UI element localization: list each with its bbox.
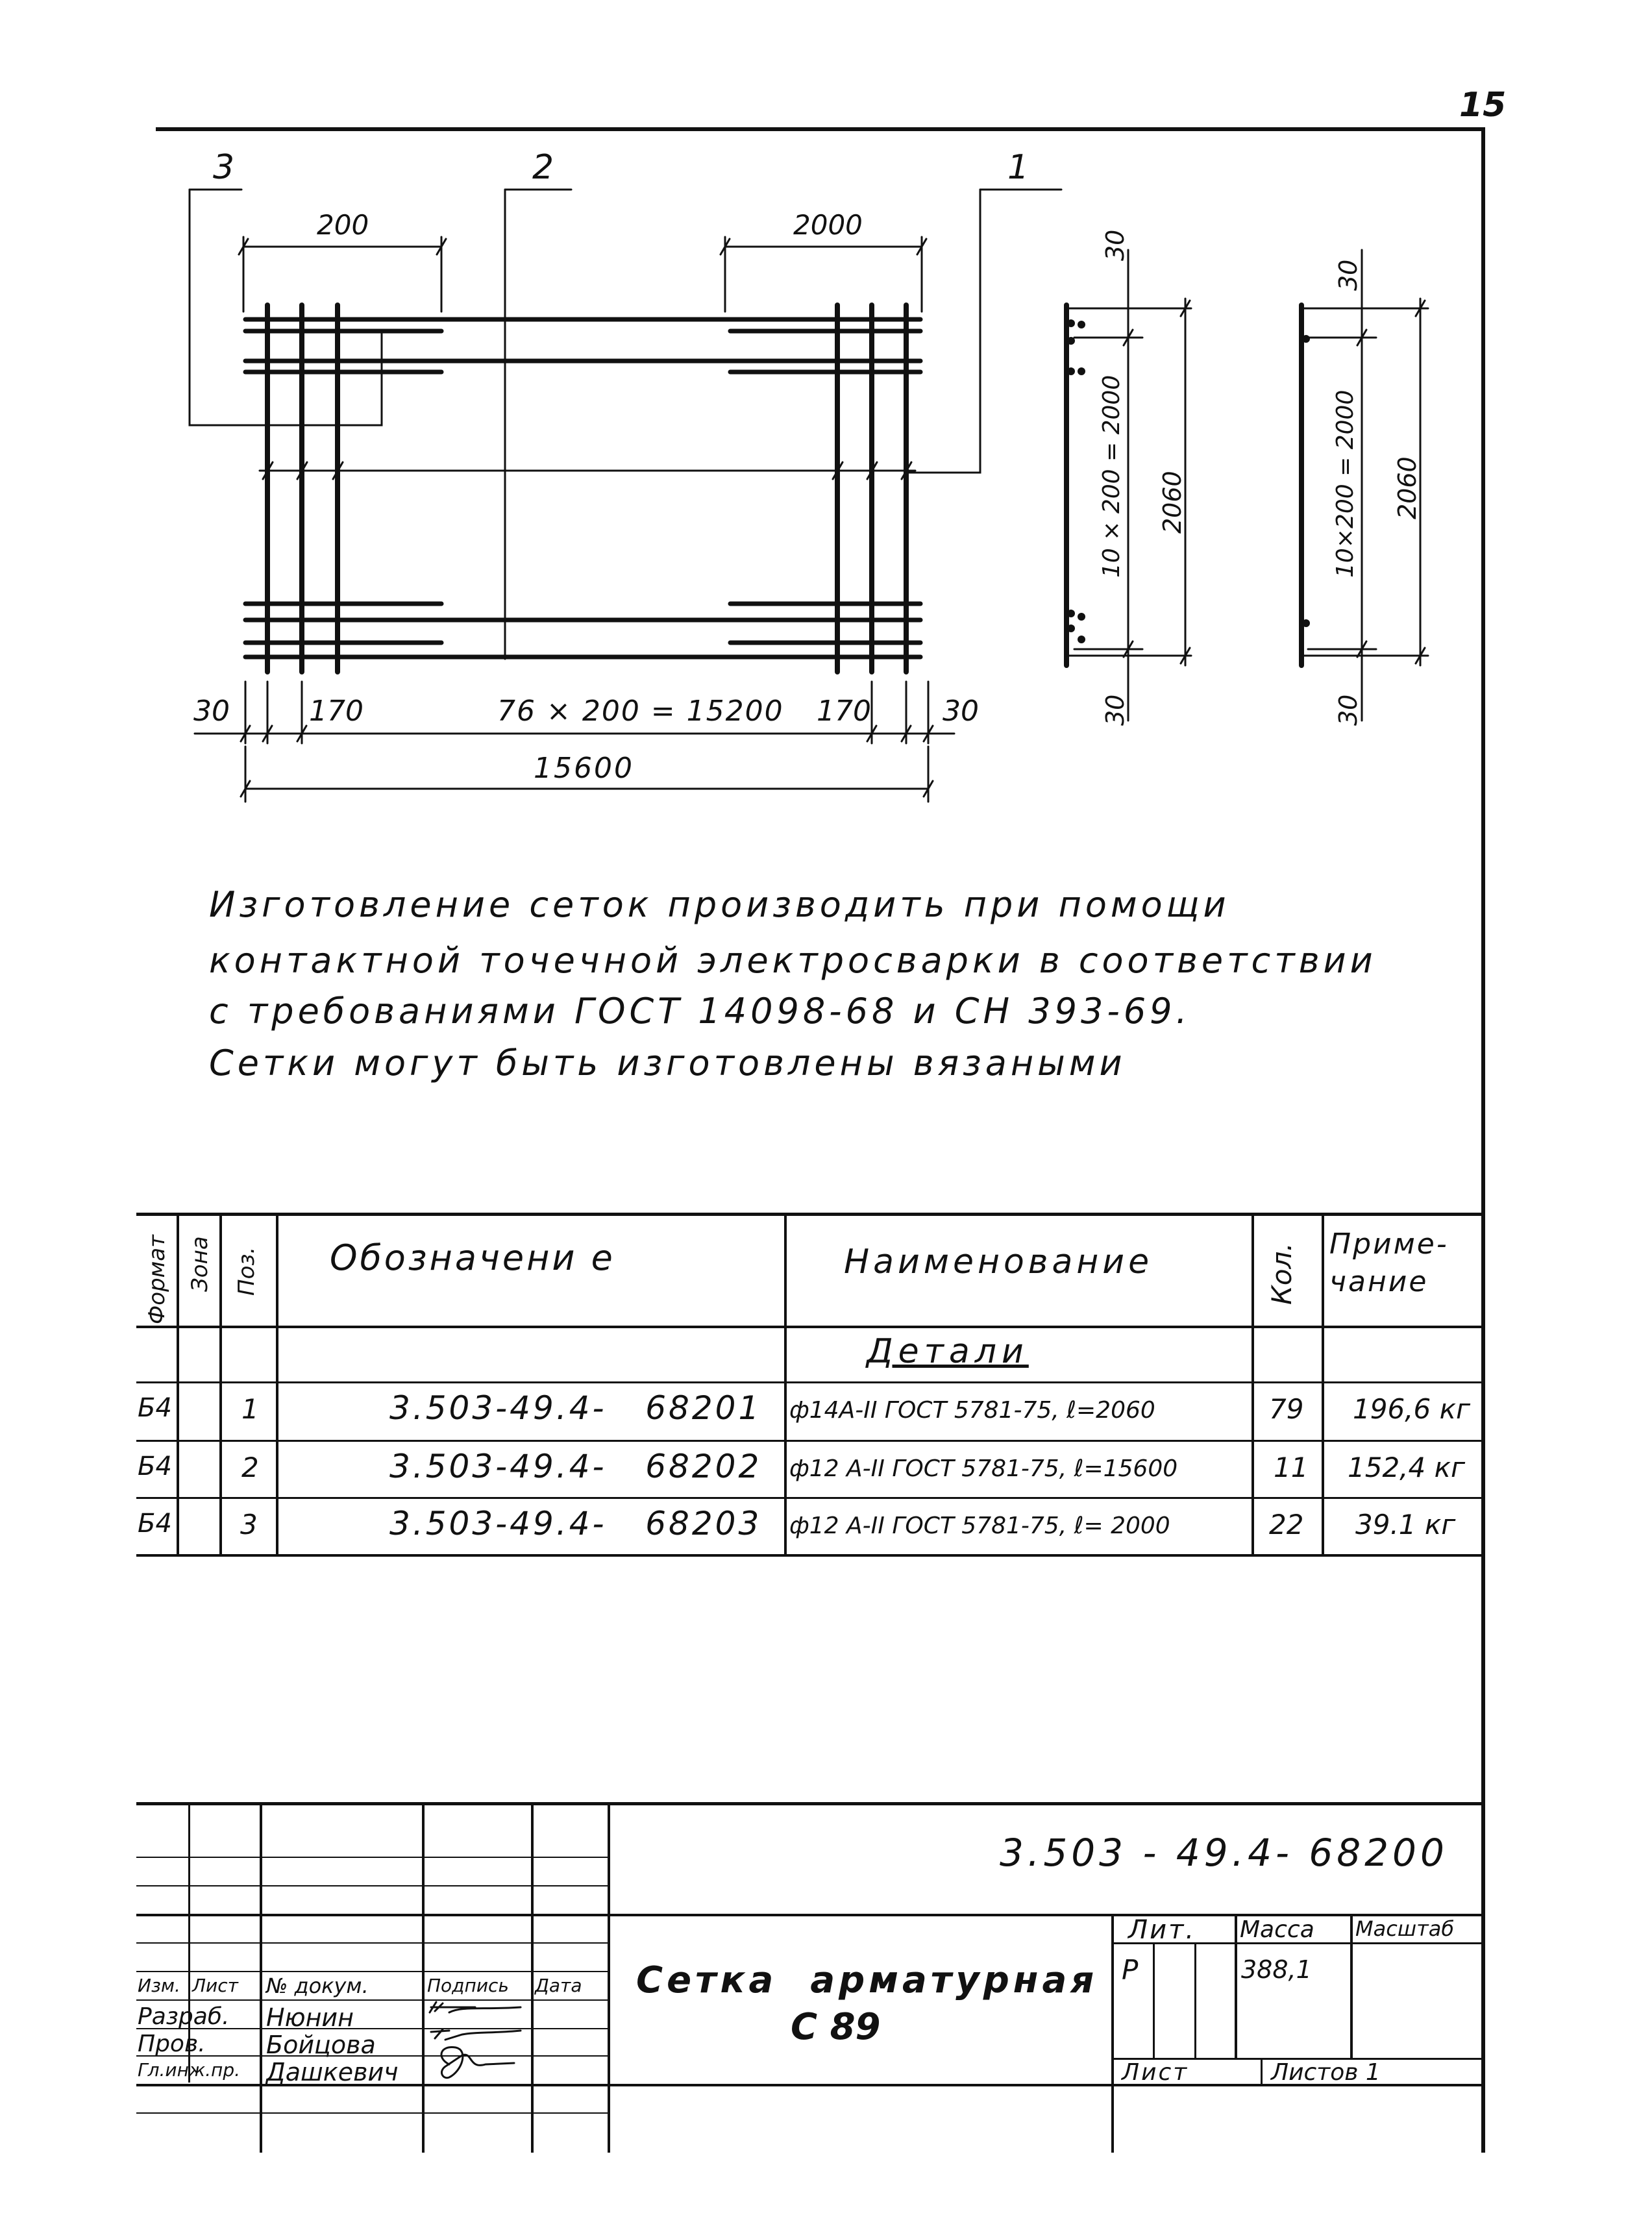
- row2-note: 152,4 кг: [1348, 1452, 1466, 1483]
- note-line-4: Сетки могут быть изготовлены вязаными: [209, 1043, 1126, 1083]
- bar-dot: [1067, 319, 1075, 327]
- col-date: Дата: [535, 1975, 582, 1996]
- section-details: Детали: [867, 1332, 1029, 1371]
- role-checker: Пров.: [138, 2031, 206, 2057]
- col-doc: № докум.: [266, 1973, 369, 1998]
- signature-3: [441, 2047, 514, 2077]
- header-qty: Кол.: [1266, 1243, 1298, 1305]
- dim-30-right: 30: [943, 695, 979, 728]
- bar-dot: [1067, 337, 1075, 345]
- row2-qty: 11: [1274, 1452, 1309, 1483]
- section-b-top: 30: [1334, 259, 1362, 291]
- mass-label: Масса: [1240, 1916, 1314, 1943]
- row3-pos: 3: [240, 1509, 258, 1540]
- dim-span-label: 76 × 200 = 15200: [497, 695, 784, 728]
- row3-note: 39.1 кг: [1355, 1509, 1456, 1540]
- note-line-1: Изготовление сеток производить при помощи: [209, 884, 1230, 925]
- bar-dot: [1078, 636, 1085, 643]
- row3-designation: 3.503-49.4- 68203: [389, 1505, 762, 1542]
- bar-dot: [1067, 367, 1075, 375]
- note-line-2: контактной точечной электросварки в соответствии: [209, 940, 1377, 981]
- col-sign: Подпись: [427, 1975, 509, 1996]
- row3-format: Б4: [138, 1509, 172, 1539]
- page-number: 15: [1459, 86, 1507, 125]
- header-name: Наименование: [844, 1243, 1153, 1281]
- row1-designation: 3.503-49.4- 68201: [389, 1389, 762, 1427]
- header-format: Формат: [144, 1235, 170, 1324]
- dim-total-label: 15600: [534, 752, 634, 785]
- sheet-label: Лист: [1122, 2059, 1189, 2086]
- mass-value: 388,1: [1241, 1955, 1312, 1984]
- section-a-top: 30: [1101, 229, 1129, 261]
- sheets-label: Листов 1: [1271, 2059, 1381, 2086]
- bar-dot: [1302, 335, 1310, 343]
- row3-qty: 22: [1269, 1509, 1304, 1540]
- header-pos: Поз.: [234, 1246, 260, 1296]
- leader-3-label: 3: [213, 148, 235, 187]
- leader-1-label: 1: [1007, 148, 1029, 187]
- row2-name: ф12 А-II ГОСТ 5781-75, ℓ=15600: [789, 1455, 1178, 1482]
- dim-30-left: 30: [193, 695, 230, 728]
- section-b-bottom: 30: [1334, 694, 1362, 726]
- note-line-3: с требованиями ГОСТ 14098-68 и СН 393-69.: [209, 991, 1191, 1032]
- dim-170-left: 170: [309, 695, 364, 728]
- section-a-span: 10 × 200 = 2000: [1098, 375, 1125, 578]
- row1-format: Б4: [138, 1393, 172, 1423]
- row1-pos: 1: [241, 1393, 259, 1425]
- bar-dot: [1078, 321, 1085, 328]
- section-b-total: 2060: [1393, 456, 1422, 519]
- title-line-1: Сетка арматурная: [636, 1959, 1098, 2001]
- leader-2-label: 2: [532, 148, 554, 187]
- signatures: [423, 1993, 534, 2090]
- dim-200-label: 200: [317, 209, 369, 241]
- row2-pos: 2: [241, 1452, 259, 1483]
- row2-designation: 3.503-49.4- 68202: [389, 1448, 762, 1485]
- signature-2: [431, 2029, 521, 2040]
- col-izm: Изм.: [138, 1975, 180, 1996]
- doc-number: 3.503 - 49.4- 68200: [1000, 1831, 1448, 1875]
- header-zone: Зона: [187, 1236, 213, 1292]
- row1-qty: 79: [1269, 1393, 1304, 1425]
- row3-name: ф12 А-II ГОСТ 5781-75, ℓ= 2000: [789, 1513, 1170, 1539]
- lit-label: Лит.: [1128, 1915, 1196, 1945]
- section-a-bottom: 30: [1101, 694, 1129, 726]
- dim-2000-label: 2000: [793, 209, 863, 241]
- bar-dot: [1067, 625, 1075, 632]
- row2-format: Б4: [138, 1452, 172, 1481]
- scale-label: Масштаб: [1355, 1916, 1455, 1941]
- signature-1: [430, 2002, 521, 2012]
- col-list: Лист: [192, 1975, 238, 1996]
- bar-dot: [1078, 367, 1085, 375]
- name-chief: Дашкевич: [266, 2058, 399, 2086]
- role-chief: Гл.инж.пр.: [138, 2059, 241, 2081]
- bar-dot: [1078, 613, 1085, 621]
- dim-170-right: 170: [817, 695, 871, 728]
- section-a-total: 2060: [1158, 471, 1187, 534]
- section-b-span: 10×200 = 2000: [1332, 390, 1359, 578]
- bar-dot: [1067, 610, 1075, 617]
- header-note: Приме- чание: [1329, 1228, 1449, 1298]
- row1-note: 196,6 кг: [1353, 1393, 1471, 1425]
- name-checker: Бойцова: [266, 2031, 376, 2059]
- header-designation: Обозначени е: [330, 1237, 615, 1278]
- name-developer: Нюнин: [266, 2003, 354, 2032]
- role-developer: Разраб.: [138, 2003, 230, 2030]
- lit-value: Р: [1122, 1954, 1139, 1986]
- row1-name: ф14А-II ГОСТ 5781-75, ℓ=2060: [789, 1397, 1155, 1424]
- bar-dot: [1302, 619, 1310, 627]
- title-line-2: С 89: [791, 2006, 881, 2048]
